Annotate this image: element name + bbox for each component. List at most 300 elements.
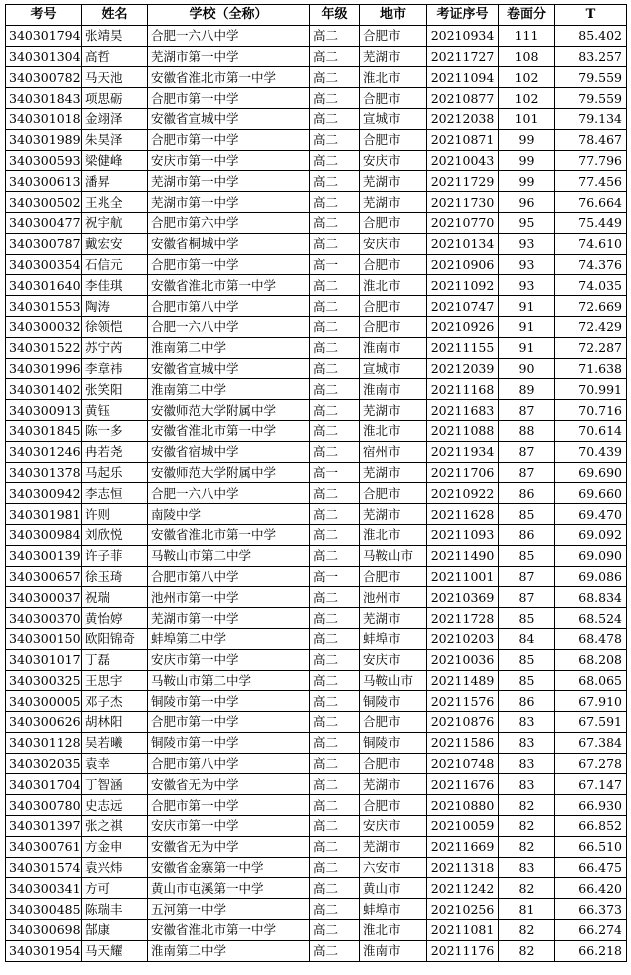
cell-grade: 高二 — [310, 732, 360, 753]
cell-exam-id: 340300913 — [6, 400, 82, 421]
cell-cert-no: 20211093 — [427, 524, 499, 545]
cell-school: 淮南第二中学 — [148, 379, 310, 400]
cell-exam-id: 340301981 — [6, 504, 82, 525]
cell-exam-id: 340300593 — [6, 150, 82, 171]
cell-raw-score: 81 — [499, 899, 555, 920]
cell-raw-score: 87 — [499, 441, 555, 462]
cell-city: 马鞍山市 — [360, 545, 427, 566]
cell-t-score: 70.991 — [555, 379, 627, 400]
cell-raw-score: 99 — [499, 129, 555, 150]
cell-school: 安徽省淮北市第一中学 — [148, 420, 310, 441]
cell-raw-score: 93 — [499, 233, 555, 254]
cell-grade: 高二 — [310, 504, 360, 525]
table-row — [6, 857, 627, 878]
cell-grade: 高二 — [310, 712, 360, 733]
cell-name: 祝瑞 — [82, 587, 148, 608]
cell-t-score: 72.287 — [555, 337, 627, 358]
cell-name: 金翊泽 — [82, 108, 148, 129]
cell-t-score: 72.429 — [555, 316, 627, 337]
cell-cert-no: 20210876 — [427, 712, 499, 733]
cell-t-score: 67.278 — [555, 753, 627, 774]
cell-cert-no: 20210934 — [427, 25, 499, 46]
cell-school: 安徽省宣城中学 — [148, 108, 310, 129]
results-table — [5, 4, 627, 962]
table-row — [6, 836, 627, 857]
cell-t-score: 70.614 — [555, 420, 627, 441]
cell-name: 祝宇航 — [82, 212, 148, 233]
cell-cert-no: 20211576 — [427, 691, 499, 712]
table-row — [6, 337, 627, 358]
cell-name: 丁智涵 — [82, 774, 148, 795]
table-row — [6, 670, 627, 691]
cell-name: 史志远 — [82, 795, 148, 816]
cell-exam-id: 340300761 — [6, 836, 82, 857]
cell-name: 高哲 — [82, 46, 148, 67]
cell-city: 马鞍山市 — [360, 670, 427, 691]
cell-city: 淮南市 — [360, 379, 427, 400]
cell-cert-no: 20210134 — [427, 233, 499, 254]
cell-city: 合肥市 — [360, 254, 427, 275]
cell-raw-score: 86 — [499, 691, 555, 712]
table-row — [6, 691, 627, 712]
cell-city: 芜湖市 — [360, 462, 427, 483]
cell-grade: 高二 — [310, 587, 360, 608]
cell-t-score: 66.420 — [555, 878, 627, 899]
cell-cert-no: 20211176 — [427, 940, 499, 961]
cell-name: 马天耀 — [82, 940, 148, 961]
cell-raw-score: 85 — [499, 545, 555, 566]
cell-grade: 高二 — [310, 108, 360, 129]
cell-school: 芜湖市第一中学 — [148, 46, 310, 67]
cell-exam-id: 340301574 — [6, 857, 82, 878]
cell-raw-score: 102 — [499, 88, 555, 109]
cell-t-score: 70.716 — [555, 400, 627, 421]
cell-exam-id: 340301553 — [6, 296, 82, 317]
cell-grade: 高二 — [310, 212, 360, 233]
cell-t-score: 74.376 — [555, 254, 627, 275]
cell-raw-score: 87 — [499, 587, 555, 608]
cell-raw-score: 83 — [499, 753, 555, 774]
cell-name: 潘昇 — [82, 171, 148, 192]
cell-school: 合肥一六八中学 — [148, 483, 310, 504]
cell-exam-id: 340300325 — [6, 670, 82, 691]
cell-grade: 高一 — [310, 254, 360, 275]
cell-t-score: 67.910 — [555, 691, 627, 712]
table-row — [6, 358, 627, 379]
cell-city: 芜湖市 — [360, 608, 427, 629]
cell-t-score: 66.475 — [555, 857, 627, 878]
cell-raw-score: 82 — [499, 836, 555, 857]
cell-t-score: 71.638 — [555, 358, 627, 379]
cell-grade: 高一 — [310, 566, 360, 587]
cell-grade: 高二 — [310, 691, 360, 712]
cell-name: 朱昊泽 — [82, 129, 148, 150]
header-cert-no: 考证序号 — [427, 5, 499, 26]
cell-city: 宿州市 — [360, 441, 427, 462]
cell-exam-id: 340301704 — [6, 774, 82, 795]
cell-exam-id: 340300984 — [6, 524, 82, 545]
cell-exam-id: 340300782 — [6, 67, 82, 88]
cell-grade: 高二 — [310, 483, 360, 504]
cell-cert-no: 20211729 — [427, 171, 499, 192]
cell-exam-id: 340301304 — [6, 46, 82, 67]
cell-city: 淮南市 — [360, 337, 427, 358]
cell-raw-score: 102 — [499, 67, 555, 88]
cell-t-score: 79.559 — [555, 67, 627, 88]
cell-city: 合肥市 — [360, 316, 427, 337]
cell-grade: 高二 — [310, 400, 360, 421]
cell-school: 铜陵市第一中学 — [148, 732, 310, 753]
cell-cert-no: 20210871 — [427, 129, 499, 150]
cell-school: 马鞍山市第二中学 — [148, 545, 310, 566]
cell-city: 安庆市 — [360, 150, 427, 171]
cell-raw-score: 83 — [499, 732, 555, 753]
cell-name: 许则 — [82, 504, 148, 525]
cell-grade: 高二 — [310, 940, 360, 961]
cell-exam-id: 340302035 — [6, 753, 82, 774]
cell-raw-score: 85 — [499, 504, 555, 525]
cell-name: 黄怡婷 — [82, 608, 148, 629]
cell-grade: 高二 — [310, 275, 360, 296]
cell-cert-no: 20210770 — [427, 212, 499, 233]
table-row — [6, 587, 627, 608]
table-row — [6, 420, 627, 441]
cell-school: 合肥市第六中学 — [148, 212, 310, 233]
cell-t-score: 76.664 — [555, 192, 627, 213]
cell-cert-no: 20211586 — [427, 732, 499, 753]
cell-exam-id: 340300485 — [6, 899, 82, 920]
cell-cert-no: 20211683 — [427, 400, 499, 421]
table-row — [6, 296, 627, 317]
cell-exam-id: 340300150 — [6, 628, 82, 649]
cell-name: 李章祎 — [82, 358, 148, 379]
cell-cert-no: 20210747 — [427, 296, 499, 317]
table-row — [6, 171, 627, 192]
cell-city: 合肥市 — [360, 212, 427, 233]
cell-school: 黄山市屯溪第一中学 — [148, 878, 310, 899]
cell-city: 池州市 — [360, 587, 427, 608]
cell-school: 安徽省桐城中学 — [148, 233, 310, 254]
cell-grade: 高二 — [310, 420, 360, 441]
cell-t-score: 67.384 — [555, 732, 627, 753]
cell-raw-score: 88 — [499, 420, 555, 441]
cell-school: 合肥一六八中学 — [148, 316, 310, 337]
cell-grade: 高二 — [310, 795, 360, 816]
cell-raw-score: 85 — [499, 670, 555, 691]
cell-name: 许子菲 — [82, 545, 148, 566]
cell-cert-no: 20211242 — [427, 878, 499, 899]
cell-grade: 高二 — [310, 150, 360, 171]
table-row — [6, 712, 627, 733]
cell-name: 邓子杰 — [82, 691, 148, 712]
cell-school: 铜陵市第一中学 — [148, 691, 310, 712]
header-name: 姓名 — [82, 5, 148, 26]
cell-cert-no: 20211676 — [427, 774, 499, 795]
cell-raw-score: 93 — [499, 254, 555, 275]
cell-t-score: 67.591 — [555, 712, 627, 733]
cell-cert-no: 20211001 — [427, 566, 499, 587]
cell-cert-no: 20211489 — [427, 670, 499, 691]
cell-t-score: 75.449 — [555, 212, 627, 233]
cell-cert-no: 20212039 — [427, 358, 499, 379]
cell-school: 五河第一中学 — [148, 899, 310, 920]
cell-cert-no: 20210203 — [427, 628, 499, 649]
cell-name: 陈一多 — [82, 420, 148, 441]
cell-grade: 高二 — [310, 628, 360, 649]
cell-school: 合肥一六八中学 — [148, 25, 310, 46]
cell-name: 戴宏安 — [82, 233, 148, 254]
cell-t-score: 66.930 — [555, 795, 627, 816]
cell-school: 南陵中学 — [148, 504, 310, 525]
cell-exam-id: 340301522 — [6, 337, 82, 358]
cell-raw-score: 99 — [499, 171, 555, 192]
cell-grade: 高二 — [310, 920, 360, 941]
table-row — [6, 795, 627, 816]
cell-name: 丁磊 — [82, 649, 148, 670]
cell-city: 安庆市 — [360, 816, 427, 837]
cell-exam-id: 340300502 — [6, 192, 82, 213]
cell-exam-id: 340300787 — [6, 233, 82, 254]
cell-t-score: 66.274 — [555, 920, 627, 941]
cell-grade: 高二 — [310, 316, 360, 337]
cell-school: 安庆市第一中学 — [148, 649, 310, 670]
cell-exam-id: 340300626 — [6, 712, 82, 733]
header-raw-score: 卷面分 — [499, 5, 555, 26]
table-row — [6, 940, 627, 961]
cell-cert-no: 20211628 — [427, 504, 499, 525]
cell-raw-score: 91 — [499, 296, 555, 317]
table-row — [6, 483, 627, 504]
table-row — [6, 545, 627, 566]
cell-school: 马鞍山市第二中学 — [148, 670, 310, 691]
cell-exam-id: 340300613 — [6, 171, 82, 192]
table-row — [6, 524, 627, 545]
cell-grade: 高二 — [310, 233, 360, 254]
cell-grade: 高二 — [310, 836, 360, 857]
header-t-score: T — [555, 5, 627, 26]
cell-cert-no: 20211318 — [427, 857, 499, 878]
cell-city: 黄山市 — [360, 878, 427, 899]
cell-city: 安庆市 — [360, 233, 427, 254]
cell-grade: 高二 — [310, 25, 360, 46]
cell-t-score: 66.373 — [555, 899, 627, 920]
table-row — [6, 254, 627, 275]
table-row — [6, 732, 627, 753]
table-row — [6, 566, 627, 587]
cell-exam-id: 340300942 — [6, 483, 82, 504]
cell-exam-id: 340301996 — [6, 358, 82, 379]
cell-city: 芜湖市 — [360, 46, 427, 67]
cell-raw-score: 83 — [499, 712, 555, 733]
cell-city: 淮北市 — [360, 67, 427, 88]
cell-school: 合肥市第一中学 — [148, 254, 310, 275]
cell-exam-id: 340301402 — [6, 379, 82, 400]
cell-exam-id: 340300139 — [6, 545, 82, 566]
cell-cert-no: 20211490 — [427, 545, 499, 566]
table-row — [6, 753, 627, 774]
cell-name: 黄钰 — [82, 400, 148, 421]
cell-name: 方金申 — [82, 836, 148, 857]
table-row — [6, 129, 627, 150]
table-row — [6, 462, 627, 483]
cell-name: 张笑阳 — [82, 379, 148, 400]
cell-school: 淮南第二中学 — [148, 940, 310, 961]
cell-cert-no: 20211081 — [427, 920, 499, 941]
results-sheet — [5, 4, 626, 962]
cell-city: 安庆市 — [360, 649, 427, 670]
cell-exam-id: 340300341 — [6, 878, 82, 899]
cell-raw-score: 82 — [499, 940, 555, 961]
cell-cert-no: 20211727 — [427, 46, 499, 67]
cell-school: 合肥市第一中学 — [148, 712, 310, 733]
cell-exam-id: 340301246 — [6, 441, 82, 462]
cell-raw-score: 89 — [499, 379, 555, 400]
cell-name: 徐领恺 — [82, 316, 148, 337]
cell-t-score: 67.147 — [555, 774, 627, 795]
cell-school: 安徽省无为中学 — [148, 774, 310, 795]
cell-cert-no: 20211728 — [427, 608, 499, 629]
table-row — [6, 88, 627, 109]
cell-cert-no: 20211155 — [427, 337, 499, 358]
cell-school: 合肥市第八中学 — [148, 753, 310, 774]
cell-raw-score: 96 — [499, 192, 555, 213]
cell-city: 蚌埠市 — [360, 899, 427, 920]
cell-school: 合肥市第八中学 — [148, 296, 310, 317]
cell-school: 合肥市第一中学 — [148, 88, 310, 109]
cell-city: 六安市 — [360, 857, 427, 878]
cell-exam-id: 340300354 — [6, 254, 82, 275]
cell-grade: 高二 — [310, 816, 360, 837]
cell-cert-no: 20211092 — [427, 275, 499, 296]
cell-cert-no: 20210036 — [427, 649, 499, 670]
cell-grade: 高二 — [310, 192, 360, 213]
cell-raw-score: 91 — [499, 337, 555, 358]
cell-grade: 高二 — [310, 296, 360, 317]
cell-raw-score: 87 — [499, 566, 555, 587]
cell-exam-id: 340300477 — [6, 212, 82, 233]
cell-name: 胡林阳 — [82, 712, 148, 733]
cell-exam-id: 340301018 — [6, 108, 82, 129]
cell-name: 方可 — [82, 878, 148, 899]
cell-city: 宣城市 — [360, 358, 427, 379]
header-city: 地市 — [360, 5, 427, 26]
cell-exam-id: 340301017 — [6, 649, 82, 670]
cell-name: 苏宁芮 — [82, 337, 148, 358]
cell-exam-id: 340301954 — [6, 940, 82, 961]
cell-raw-score: 85 — [499, 608, 555, 629]
cell-school: 安徽师范大学附属中学 — [148, 400, 310, 421]
cell-grade: 高二 — [310, 88, 360, 109]
cell-t-score: 77.456 — [555, 171, 627, 192]
cell-raw-score: 86 — [499, 483, 555, 504]
cell-t-score: 72.669 — [555, 296, 627, 317]
cell-school: 芜湖市第一中学 — [148, 608, 310, 629]
cell-t-score: 68.524 — [555, 608, 627, 629]
header-row — [6, 5, 627, 26]
cell-school: 安徽省淮北市第一中学 — [148, 67, 310, 88]
cell-raw-score: 84 — [499, 628, 555, 649]
cell-name: 郜康 — [82, 920, 148, 941]
cell-name: 石信元 — [82, 254, 148, 275]
cell-cert-no: 20210926 — [427, 316, 499, 337]
table-row — [6, 504, 627, 525]
cell-name: 陶涛 — [82, 296, 148, 317]
table-row — [6, 108, 627, 129]
cell-exam-id: 340300370 — [6, 608, 82, 629]
table-row — [6, 379, 627, 400]
cell-t-score: 68.478 — [555, 628, 627, 649]
cell-name: 徐玉琦 — [82, 566, 148, 587]
cell-city: 合肥市 — [360, 483, 427, 504]
cell-name: 袁兴炜 — [82, 857, 148, 878]
cell-name: 张之祺 — [82, 816, 148, 837]
cell-city: 宣城市 — [360, 108, 427, 129]
table-row — [6, 649, 627, 670]
cell-raw-score: 87 — [499, 462, 555, 483]
cell-raw-score: 82 — [499, 816, 555, 837]
cell-name: 项思砺 — [82, 88, 148, 109]
cell-raw-score: 82 — [499, 795, 555, 816]
cell-cert-no: 20211706 — [427, 462, 499, 483]
cell-city: 淮北市 — [360, 920, 427, 941]
cell-cert-no: 20210369 — [427, 587, 499, 608]
cell-city: 芜湖市 — [360, 171, 427, 192]
cell-cert-no: 20210906 — [427, 254, 499, 275]
cell-exam-id: 340301845 — [6, 420, 82, 441]
cell-raw-score: 93 — [499, 275, 555, 296]
cell-school: 芜湖市第一中学 — [148, 192, 310, 213]
cell-t-score: 79.559 — [555, 88, 627, 109]
cell-cert-no: 20212038 — [427, 108, 499, 129]
cell-t-score: 74.610 — [555, 233, 627, 254]
cell-name: 袁幸 — [82, 753, 148, 774]
cell-t-score: 74.035 — [555, 275, 627, 296]
table-row — [6, 441, 627, 462]
cell-school: 芜湖市第一中学 — [148, 171, 310, 192]
cell-city: 合肥市 — [360, 712, 427, 733]
cell-grade: 高二 — [310, 129, 360, 150]
cell-t-score: 68.208 — [555, 649, 627, 670]
cell-school: 安徽省无为中学 — [148, 836, 310, 857]
cell-grade: 高二 — [310, 753, 360, 774]
cell-city: 淮南市 — [360, 940, 427, 961]
cell-cert-no: 20211088 — [427, 420, 499, 441]
cell-cert-no: 20210877 — [427, 88, 499, 109]
cell-t-score: 69.690 — [555, 462, 627, 483]
cell-name: 王兆全 — [82, 192, 148, 213]
table-row — [6, 920, 627, 941]
cell-city: 芜湖市 — [360, 400, 427, 421]
cell-name: 陈瑞丰 — [82, 899, 148, 920]
cell-exam-id: 340300780 — [6, 795, 82, 816]
cell-city: 淮北市 — [360, 524, 427, 545]
cell-t-score: 66.218 — [555, 940, 627, 961]
cell-t-score: 79.134 — [555, 108, 627, 129]
cell-grade: 高二 — [310, 899, 360, 920]
cell-t-score: 69.090 — [555, 545, 627, 566]
cell-t-score: 78.467 — [555, 129, 627, 150]
table-row — [6, 233, 627, 254]
cell-t-score: 83.257 — [555, 46, 627, 67]
header-grade: 年级 — [310, 5, 360, 26]
cell-school: 安徽省宿城中学 — [148, 441, 310, 462]
cell-name: 吴若曦 — [82, 732, 148, 753]
cell-name: 梁健峰 — [82, 150, 148, 171]
cell-school: 淮南第二中学 — [148, 337, 310, 358]
cell-grade: 高二 — [310, 379, 360, 400]
cell-name: 李佳琪 — [82, 275, 148, 296]
cell-grade: 高二 — [310, 171, 360, 192]
